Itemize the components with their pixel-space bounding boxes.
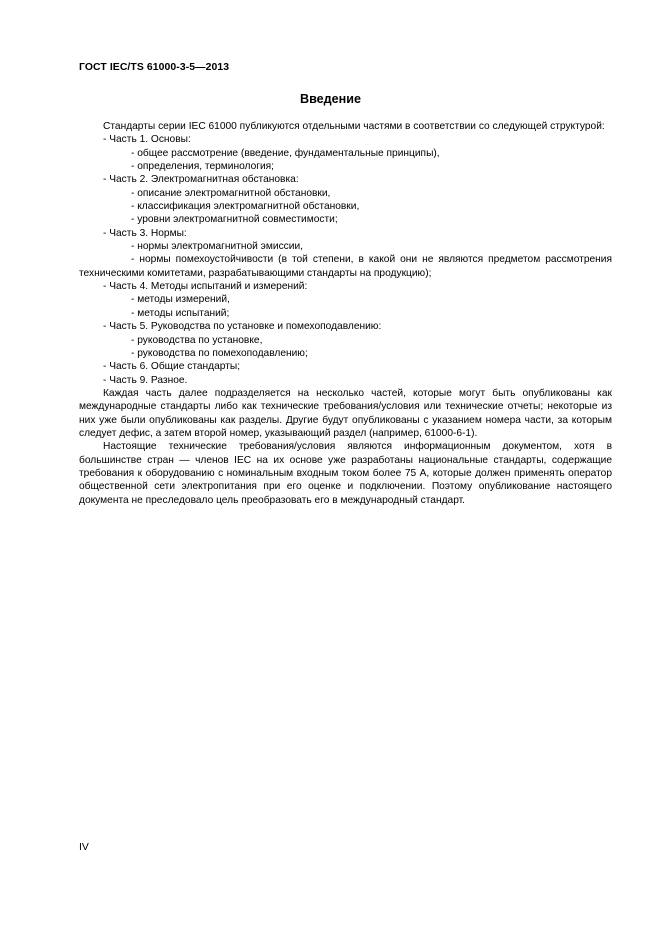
page-number: IV [79, 842, 89, 853]
section-title: Введение [299, 92, 362, 106]
structure-part-item: - Часть 2. Электромагнитная обстановка: [103, 174, 299, 186]
structure-list [79, 133, 612, 387]
structure-subitem: - методы измерений, [131, 294, 230, 306]
structure-part-item: - Часть 1. Основы: [103, 134, 191, 146]
structure-subitem: - общее рассмотрение (введение, фундаментальные принципы), [131, 147, 440, 159]
document-body [79, 120, 612, 507]
structure-part-item: - Часть 5. Руководства по установке и помехоподавлению: [103, 321, 382, 333]
paragraph-status: Настоящие технические требования/условия являются информационным документом, хотя в большинстве стран — членов IEC на их основе уже разработаны национальные стандарты, содержащие требования к оборудованию с номинальным входным током более 75 А, которые должен применять оператор общественной сети электропитания при его оценке и подключении. Поэтому опубликование настоящего документа не преследовало цель преобразовать его в международный стандарт. [79, 441, 612, 506]
paragraph-parts: Каждая часть далее подразделяется на несколько частей, которые могут быть опубликованы как международные стандарты либо как технические требования/условия или технические отчеты; некоторые из них уже были опубликованы как разделы. Другие будут опубликованы с указанием номера части, за которым следует дефис, а затем второй номер, указывающий раздел (например, 61000-6-1). [79, 387, 612, 439]
intro-paragraph: Стандарты серии IEC 61000 публикуются отдельными частями в соответствии со следующей структурой: [103, 121, 605, 132]
structure-subitem: - уровни электромагнитной совместимости; [131, 214, 338, 226]
structure-subitem: - методы испытаний; [131, 307, 230, 319]
standard-code-header: ГОСТ IEC/TS 61000-3-5—2013 [79, 62, 230, 73]
structure-subitem: - нормы электромагнитной эмиссии, [131, 241, 303, 253]
structure-part-item: - Часть 3. Нормы: [103, 227, 187, 239]
structure-part-item: - Часть 4. Методы испытаний и измерений: [103, 281, 308, 293]
structure-subitem: - описание электромагнитной обстановки, [131, 187, 331, 199]
structure-subitem: - руководства по установке, [131, 334, 263, 346]
structure-subitem: - нормы помехоустойчивости (в той степени, в какой они не являются предметом рассмотрения техническими комитетами, разрабатывающими стандарты на продукцию); [79, 254, 612, 279]
structure-part-item: - Часть 6. Общие стандарты; [103, 361, 241, 373]
structure-part-item: - Часть 9. Разное. [103, 374, 188, 386]
structure-subitem: - классификация электромагнитной обстановки, [131, 201, 360, 213]
structure-subitem: - определения, терминология; [131, 161, 275, 173]
structure-subitem: - руководства по помехоподавлению; [131, 347, 308, 359]
